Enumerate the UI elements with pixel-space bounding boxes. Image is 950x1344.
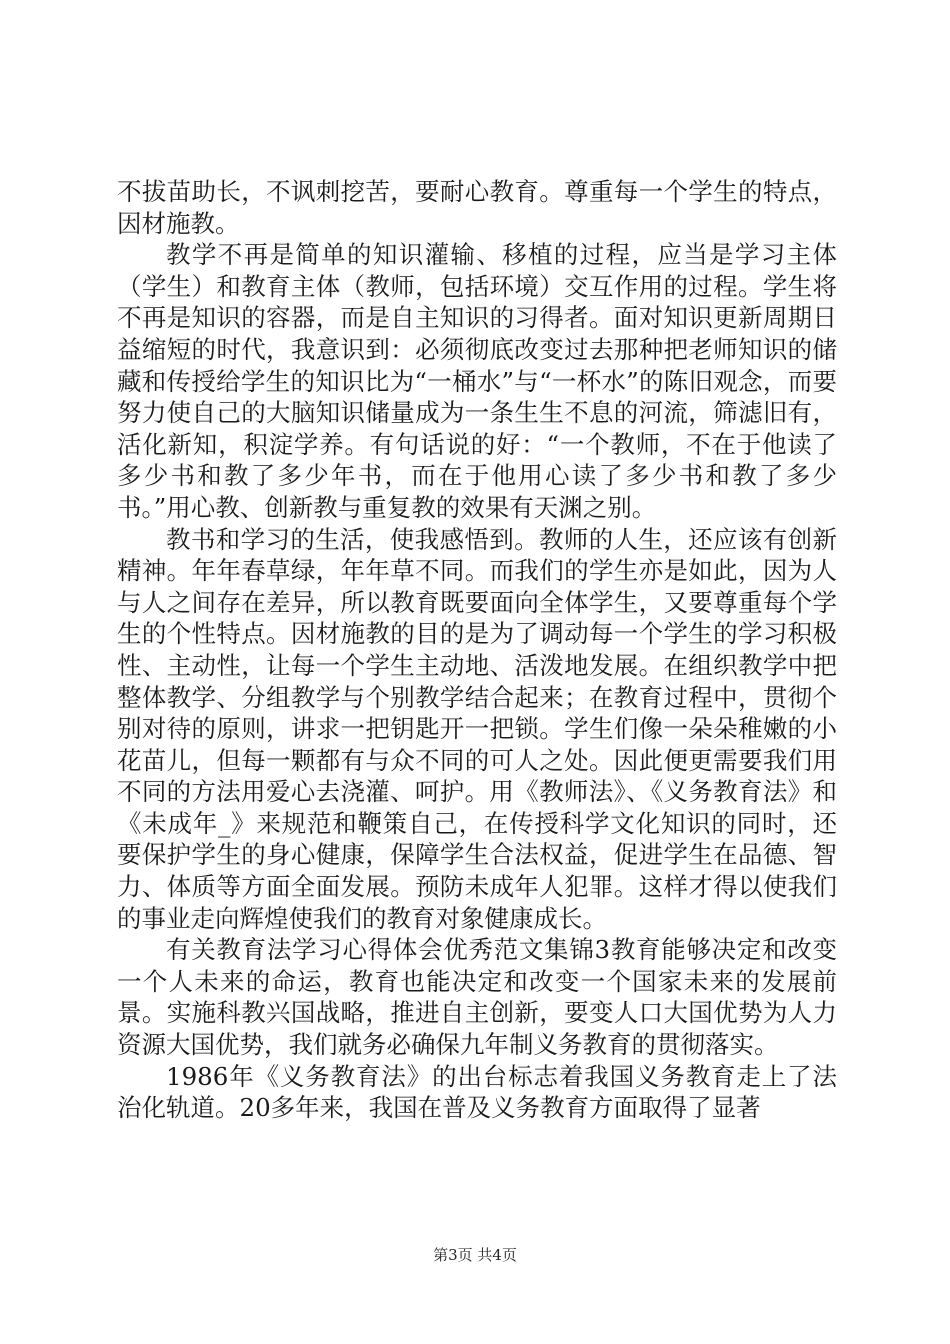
paragraph-education-law: 有关教育法学习心得体会优秀范文集锦3教育能够决定和改变一个人未来的命运，教育也能决定和改变一个国家未来的发展前景。实施科教兴国战略，推进自主创新，要变人口大国优势为人力资源大国优势，我们就务必确保九年制义务教育的贯彻落实。	[117, 935, 837, 1060]
paragraph-teacher-life: 教书和学习的生活，使我感悟到。教师的人生，还应该有创新精神。年年春草绿，年年草不同。而我们的学生亦是如此，因为人与人之间存在差异，所以教育既要面向全体学生，又要尊重每个学生的个性特点。因材施教的目的是为了调动每一个学生的学习积极性、主动性，让每一个学生主动地、活泼地发展。在组织教学中把整体教学、分组教学与个别教学结合起来；在教育过程中，贯彻个别对待的原则，讲求一把钥匙开一把锁。学生们像一朵朵稚嫩的小花苗儿，但每一颗都有与众不同的可人之处。因此便更需要我们用不同的方法用爱心去浇灌、呵护。用《教师法》、《义务教育法》和《未成年_》来规范和鞭策自己，在传授科学文化知识的同时，还要保护学生的身心健康，保障学生合法权益，促进学生在品德、智力、体质等方面全面发展。预防未成年人犯罪。这样才得以使我们的事业走向辉煌使我们的教育对象健康成长。	[117, 524, 837, 933]
paragraph-1986: 1986年《义务教育法》的出台标志着我国义务教育走上了法治化轨道。20多年来，我国在普及义务教育方面取得了显著	[117, 1061, 837, 1123]
paragraph-continued: 不拔苗助长，不讽刺挖苦，要耐心教育。尊重每一个学生的特点，因材施教。	[117, 177, 837, 238]
paragraph-teaching: 教学不再是简单的知识灌输、移植的过程，应当是学习主体（学生）和教育主体（教师，包括环境）交互作用的过程。学生将不再是知识的容器，而是自主知识的习得者。面对知识更新周期日益缩短的时代，我意识到：必须彻底改变过去那种把老师知识的储藏和传授给学生的知识比为“一桶水”与“一杯水”的陈旧观念，而要努力使自己的大脑知识储量成为一条生生不息的河流，筛滤旧有，活化新知，积淀学养。有句话说的好：“一个教师，不在于他读了多少书和教了多少年书，而在于他用心读了多少书和教了多少书。”用心教、创新教与重复教的效果有天渊之别。	[117, 240, 837, 522]
page-number-footer: 第3页 共4页	[433, 1246, 517, 1264]
document-body	[117, 176, 837, 1124]
